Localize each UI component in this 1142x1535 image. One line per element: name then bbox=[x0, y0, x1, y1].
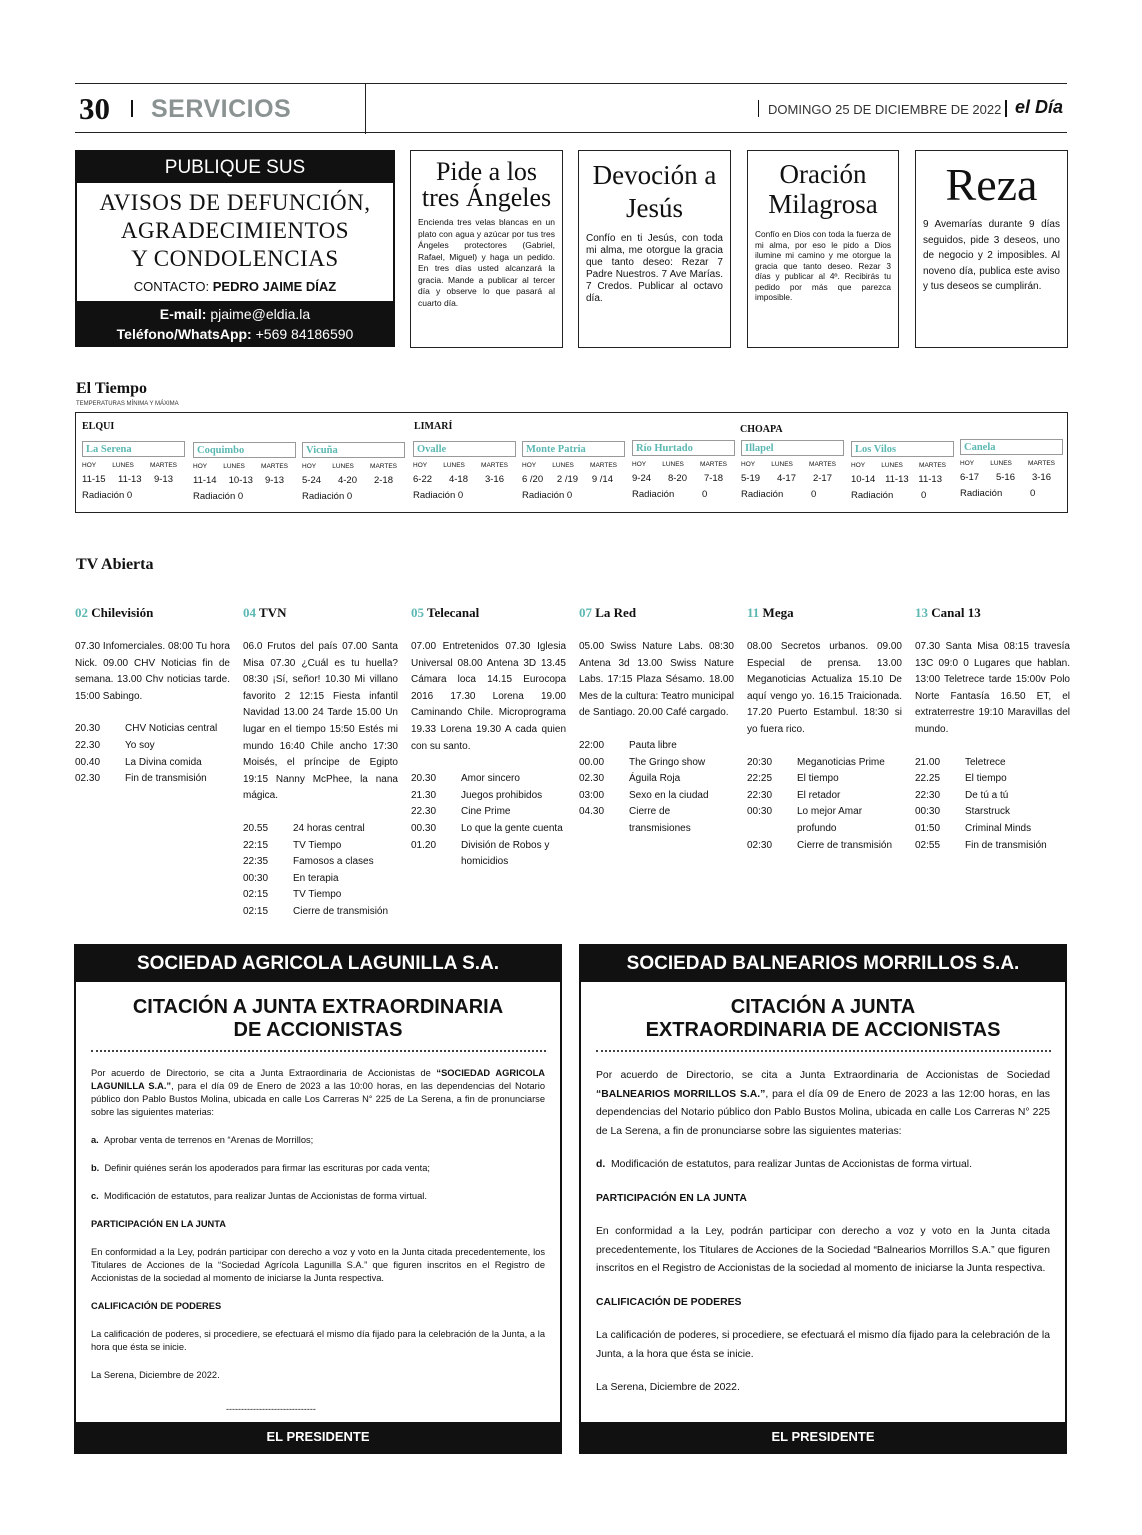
email-label: E-mail: bbox=[159, 306, 207, 322]
newspaper-logo: el Día bbox=[1015, 97, 1064, 117]
publish-title-line: AGRADECIMIENTOS bbox=[120, 218, 350, 243]
tv-channel bbox=[411, 605, 566, 871]
schedule-row: 22.30 Cine Prime bbox=[411, 806, 511, 818]
radiation-value: Radiación 0 bbox=[632, 489, 708, 500]
publish-title bbox=[77, 189, 393, 273]
schedule-row: 21.30 Juegos prohibidos bbox=[411, 789, 543, 801]
radiation-value: Radiación 0 bbox=[522, 490, 573, 501]
tv-title: TV Abierta bbox=[76, 556, 154, 573]
schedule-row: 02.30 Águila Roja bbox=[579, 773, 681, 785]
schedule-row: 21.00 Teletrece bbox=[915, 756, 1006, 768]
notice-paragraph: En conformidad a la Ley, podrán participar con derecho a voz y voto en la Junta citada precedentemente, los Titulares de Acciones de la Sociedad “Balnearios Morrillos S.A.” que figuren inscritos en el Registro de Accionistas de la sociedad al momento de iniciarse la Junta respectiva. bbox=[596, 1226, 1050, 1274]
schedule-row: 01.20 División de Robos y homicidios bbox=[411, 839, 550, 868]
radiation-value: Radiación 0 bbox=[193, 491, 244, 502]
notice-paragraph: Por acuerdo de Directorio, se cita a Junta Extraordinaria de Accionistas de “SOCIEDAD AGRICOLA LAGUNILLA S.A.”, para el día 09 de Enero de 2023 a las 10:00 horas, en las dependencias del Notario público don Pablo Bustos Molina, ubicada en calle Los Carreras N° 225 de La Serena, a fin de pronunciarse sobre las siguientes materias: bbox=[91, 1068, 545, 1117]
schedule-row: 22:30 De tú a tú bbox=[915, 789, 1009, 801]
channel-daytime-schedule: 05.00 Swiss Nature Labs. 08:30 Antena 3d 13.00 Swiss Nature Labs. 17:15 Plaza Sésamo. 18.00 Mes de la cultura: Teatro municipal de Santiago. 20.00 Café cargado. bbox=[579, 641, 734, 719]
channel-daytime-schedule: 07.00 Entretenidos 07.30 Iglesia Universal 08.00 Antena 3D 13.45 Cámara loca 14.15 Eurocopa 2016 17.30 Lorena 19.00 Caminando Chile. Microprograma 19.33 Lorena 19.30 A cada quien con su santo. bbox=[411, 641, 566, 752]
weather-city bbox=[741, 440, 844, 500]
channel-name: 13 Canal 13 bbox=[915, 605, 981, 620]
notice-paragraph: Por acuerdo de Directorio, se cita a Junta Extraordinaria de Accionistas de Sociedad “BALNEARIOS MORRILLOS S.A.”, para el día 09 de Enero de 2023 a las 12:00 horas, en las dependencias del Notario público don Pablo Bustos Molina, ubicada en calle Los Carreras N° 225 de La Serena, a fin de pronunciarse sobre las siguientes materias: bbox=[596, 1070, 1050, 1137]
notice-title-line: EXTRAORDINARIA DE ACCIONISTAS bbox=[645, 1019, 1001, 1041]
notice-title-line: CITACIÓN A JUNTA EXTRAORDINARIA bbox=[132, 996, 504, 1018]
schedule-row: 00:30 En terapia bbox=[243, 872, 339, 884]
day-labels: HOY LUNES MARTES bbox=[413, 462, 508, 469]
radiation-value: Radiación 0 bbox=[413, 490, 464, 501]
weather-city bbox=[960, 439, 1063, 499]
publish-heading: PUBLIQUE SUS bbox=[77, 152, 393, 183]
temperature-values: 6-22 4-18 3-16 bbox=[413, 474, 504, 485]
channel-evening-schedule bbox=[747, 755, 902, 855]
prayer-ad bbox=[410, 150, 563, 348]
prayer-body: 9 Avemarías durante 9 días seguidos, pide 3 deseos, uno de negocio y 2 imposibles. Al noveno día, publica este aviso y tus deseos se cumplirán. bbox=[923, 219, 1060, 292]
prayer-body: Confío en Dios con toda la fuerza de mi alma, por eso le pido a Dios ilumine mi camino y me otorgue la gracia que tanto deseo. Rezar 3 días y publicar al 4º. Recibirás tu pedido por más que parezca imposible. bbox=[755, 229, 891, 302]
weather-city bbox=[193, 442, 296, 502]
schedule-row: 00:30 Lo mejor Amar profundo bbox=[747, 806, 863, 834]
schedule-row: 01:50 Criminal Minds bbox=[915, 822, 1032, 834]
day-labels: HOY LUNES MARTES bbox=[960, 460, 1055, 467]
notice-company: SOCIEDAD BALNEARIOS MORRILLOS S.A. bbox=[581, 946, 1065, 982]
header-divider bbox=[365, 84, 366, 134]
email-link[interactable]: pjaime@eldia.la bbox=[210, 306, 311, 322]
schedule-row: 02:15 Cierre de transmisión bbox=[243, 905, 389, 917]
schedule-row: 02:15 TV Tiempo bbox=[243, 889, 342, 901]
channel-name: 07 La Red bbox=[579, 605, 637, 620]
dotted-divider bbox=[596, 1050, 1051, 1052]
notice-place-date: La Serena, Diciembre de 2022. bbox=[91, 1370, 220, 1380]
header-divider bbox=[1005, 100, 1007, 117]
temperature-values: 6 /20 2 /19 9 /14 bbox=[522, 474, 613, 485]
weather-city bbox=[522, 441, 625, 501]
channel-daytime-schedule: 08.00 Secretos urbanos. 09.00 Especial de prensa. 13.00 Meganoticias Actualiza 15.10 De aquí vengo yo. 16.15 Traicionada. 17.20 Puerto Estambul. 18:30 si yo fuera rico. bbox=[747, 641, 902, 735]
city-name: La Serena bbox=[82, 441, 185, 457]
channel-daytime-schedule: 06.0 Frutos del país 07.00 Santa Misa 07.30 ¿Cuál es tu huella? 08:30 ¡Sí, señor! 10.30 Mi villano favorito 2 12:15 Fiesta infantil Navidad 13.00 24 Tarde 15.00 Un lugar en el tiempo 15:50 Estés mi mundo 16:40 Chile ancho 17:30 Moisés, el príncipe de Egipto 19:15 Nanny McPhee, la nana mágica. bbox=[243, 641, 398, 802]
prayer-title: Devoción a Jesús bbox=[592, 160, 717, 223]
schedule-row: 22:00 Pauta libre bbox=[579, 739, 677, 751]
channel-daytime-schedule: 07.30 Infomerciales. 08:00 Tu hora Nick. 09.00 CHV Noticias fin de semana. 13.00 Chv noticias tarde. 15:00 Sabingo. bbox=[75, 641, 230, 702]
contact-label: CONTACTO: bbox=[133, 279, 210, 294]
temperature-values: 5-19 4-17 2-17 bbox=[741, 473, 832, 484]
weather-city bbox=[413, 441, 516, 501]
schedule-row: 00.40 La Divina comida bbox=[75, 756, 202, 768]
notice-heading: CALIFICACIÓN DE PODERES bbox=[91, 1301, 222, 1311]
radiation-value: Radiación 0 bbox=[82, 490, 133, 501]
schedule-row: 00.30 Lo que la gente cuenta bbox=[411, 822, 563, 834]
notice-title bbox=[76, 996, 560, 1042]
prayer-title: Pide a los tres Ángeles bbox=[421, 157, 552, 212]
schedule-row: 22.25 El tiempo bbox=[915, 773, 1007, 785]
day-labels: HOY LUNES MARTES bbox=[522, 462, 617, 469]
prayer-ad bbox=[915, 150, 1068, 348]
temperature-values: 11-14 10-13 9-13 bbox=[193, 475, 284, 486]
channel-name: 05 Telecanal bbox=[411, 605, 480, 620]
tv-channel bbox=[747, 605, 902, 854]
channel-evening-schedule bbox=[243, 821, 398, 921]
temperature-values: 5-24 4-20 2-18 bbox=[302, 475, 393, 486]
schedule-row: 02:30 Cierre de transmisión bbox=[747, 839, 893, 851]
day-labels: HOY LUNES MARTES bbox=[741, 461, 836, 468]
schedule-row: 00:30 Starstruck bbox=[915, 806, 1011, 818]
notice-signatory: EL PRESIDENTE bbox=[581, 1422, 1065, 1452]
weather-city bbox=[302, 442, 405, 502]
tv-channel bbox=[915, 605, 1070, 854]
city-name: Monte Patria bbox=[522, 441, 625, 457]
notice-paragraph: La calificación de poderes, si procediere, se efectuará el mismo día fijado para la celebración de la Junta, a la hora que ésta se inicie. bbox=[596, 1330, 1050, 1360]
notice-heading: CALIFICACIÓN DE PODERES bbox=[596, 1296, 742, 1308]
region-label: ELQUI bbox=[82, 421, 115, 432]
publish-title-line: Y CONDOLENCIAS bbox=[131, 246, 339, 271]
notice-body bbox=[76, 1067, 560, 1382]
city-name: Canela bbox=[960, 439, 1063, 455]
section-title: SERVICIOS bbox=[151, 95, 292, 123]
notice-paragraph: En conformidad a la Ley, podrán participar con derecho a voz y voto en la Junta citada precedentemente, los Titulares de Acciones de la “Sociedad Agrícola Lagunilla S.A.” que figuren inscritos en el Registro de Accionistas de la sociedad al momento de iniciarse la Junta respectiva. bbox=[91, 1247, 545, 1283]
schedule-row: 04.30 Cierre de transmisiones bbox=[579, 806, 691, 834]
schedule-row: 03:00 Sexo en la ciudad bbox=[579, 789, 709, 801]
prayer-title: Reza bbox=[945, 159, 1038, 210]
phone-label: Teléfono/WhatsApp: bbox=[116, 326, 252, 342]
phone-number[interactable]: +569 84186590 bbox=[255, 326, 354, 342]
temperature-values: 6-17 5-16 3-16 bbox=[960, 472, 1051, 483]
prayer-body: Encienda tres velas blancas en un plato con agua y azúcar por tus tres Ángeles protectores (Gabriel, Rafael, Miguel) y haga un pedido. En tres días usted alcanzará la gracia. Mande a publicar al tercer día y observe lo que pasará al cuarto día. bbox=[418, 217, 555, 308]
notice-heading: PARTICIPACIÓN EN LA JUNTA bbox=[596, 1192, 747, 1204]
channel-evening-schedule bbox=[579, 738, 734, 838]
signature-line: ------------------------------ bbox=[226, 1404, 316, 1414]
city-name: Ovalle bbox=[413, 441, 516, 457]
prayer-body: Confío en ti Jesús, con toda mi alma, me otorgue la gracia que tanto deseo: Rezar 7 Padre Nuestros. 7 Ave Marías. 7 Credos. Publicar al octavo día. bbox=[586, 233, 723, 304]
temperature-values: 9-24 8-20 7-18 bbox=[632, 473, 723, 484]
notice-company: SOCIEDAD AGRICOLA LAGUNILLA S.A. bbox=[76, 946, 560, 982]
schedule-row: 22.30 Yo soy bbox=[75, 739, 155, 751]
weather-title: El Tiempo bbox=[76, 380, 147, 397]
notice-item: b. Definir quiénes serán los apoderados para firmar las escrituras por cada venta; bbox=[91, 1163, 430, 1173]
prayer-title: Oración Milagrosa bbox=[768, 159, 878, 219]
channel-name: 02 Chilevisión bbox=[75, 605, 154, 620]
channel-evening-schedule bbox=[915, 755, 1070, 855]
notice-body bbox=[581, 1067, 1065, 1398]
notice-title bbox=[581, 996, 1065, 1042]
weather-subtitle: TEMPERATURAS MÍNIMA Y MÁXIMA bbox=[76, 401, 179, 407]
tv-channel bbox=[75, 605, 230, 788]
notice-title-line: DE ACCIONISTAS bbox=[233, 1019, 403, 1041]
schedule-row: 20.55 24 horas central bbox=[243, 822, 365, 834]
radiation-value: Radiación 0 bbox=[741, 489, 817, 500]
temperature-values: 11-15 11-13 9-13 bbox=[82, 474, 173, 485]
publish-title-line: AVISOS DE DEFUNCIÓN, bbox=[99, 190, 371, 215]
header-divider bbox=[131, 100, 133, 117]
page-header bbox=[75, 83, 1067, 133]
schedule-row: 22:35 Famosos a clases bbox=[243, 856, 374, 868]
weather-table bbox=[75, 412, 1068, 513]
page-number: 30 bbox=[79, 91, 110, 126]
schedule-row: 20.30 Amor sincero bbox=[411, 773, 520, 785]
day-labels: HOY LUNES MARTES bbox=[193, 463, 288, 470]
region-label: LIMARÍ bbox=[414, 421, 453, 432]
day-labels: HOY LUNES MARTES bbox=[851, 462, 946, 469]
notice-place-date: La Serena, Diciembre de 2022. bbox=[596, 1382, 740, 1393]
notice-title-line: CITACIÓN A JUNTA bbox=[730, 996, 916, 1018]
temperature-values: 10-14 11-13 11-13 bbox=[851, 474, 942, 485]
notice-item: d. Modificación de estatutos, para realizar Juntas de Accionistas de forma virtual. bbox=[596, 1159, 972, 1170]
channel-name: 04 TVN bbox=[243, 605, 287, 620]
channel-evening-schedule bbox=[411, 771, 566, 871]
radiation-value: Radiación 0 bbox=[302, 491, 353, 502]
tv-channel bbox=[579, 605, 734, 838]
publish-footer bbox=[77, 301, 393, 345]
prayer-ad bbox=[578, 150, 731, 348]
region-label: CHOAPA bbox=[740, 424, 783, 435]
radiation-value: Radiación 0 bbox=[960, 488, 1036, 499]
prayer-ad bbox=[747, 150, 899, 348]
city-name: Los Vilos bbox=[851, 441, 954, 457]
channel-name: 11 Mega bbox=[747, 605, 794, 620]
schedule-row: 00.00 The Gringo show bbox=[579, 756, 706, 768]
channel-daytime-schedule: 07.30 Santa Misa 08:15 travesía 13C 09:0 0 Lugares que hablan. 13:00 Teletrece tarde 15:00v Polo Norte Fantasía 16.50 ET, el extraterrestre 19:10 Maravillas del mundo. bbox=[915, 641, 1070, 735]
schedule-row: 22:25 El tiempo bbox=[747, 773, 839, 785]
contact-name: PEDRO JAIME DÍAZ bbox=[212, 279, 337, 294]
city-name: Vicuña bbox=[302, 442, 405, 458]
schedule-row: 20:30 Meganoticias Prime bbox=[747, 756, 885, 768]
city-name: Coquimbo bbox=[193, 442, 296, 458]
radiation-value: Radiación 0 bbox=[851, 490, 927, 501]
tv-channel bbox=[243, 605, 398, 921]
notice-heading: PARTICIPACIÓN EN LA JUNTA bbox=[91, 1219, 226, 1229]
day-labels: HOY LUNES MARTES bbox=[302, 463, 397, 470]
schedule-row: 02:55 Fin de transmisión bbox=[915, 839, 1047, 851]
publish-contact bbox=[77, 279, 393, 294]
day-labels: HOY LUNES MARTES bbox=[82, 462, 177, 469]
publish-notices-ad bbox=[75, 150, 395, 347]
schedule-row: 20.30 CHV Noticias central bbox=[75, 723, 218, 735]
weather-city bbox=[851, 441, 954, 501]
dotted-divider bbox=[91, 1050, 546, 1052]
notice-item: c. Modificación de estatutos, para realizar Juntas de Accionistas de forma virtual. bbox=[91, 1191, 427, 1201]
header-divider bbox=[758, 100, 759, 117]
notice-signatory: EL PRESIDENTE bbox=[76, 1422, 560, 1452]
channel-evening-schedule bbox=[75, 721, 230, 787]
schedule-row: 22:15 TV Tiempo bbox=[243, 839, 342, 851]
weather-city bbox=[632, 440, 735, 500]
shareholder-notice bbox=[74, 944, 562, 1454]
shareholder-notice bbox=[579, 944, 1067, 1454]
schedule-row: 02.30 Fin de transmisión bbox=[75, 773, 207, 785]
city-name: Río Hurtado bbox=[632, 440, 735, 456]
issue-date: DOMINGO 25 DE DICIEMBRE DE 2022 bbox=[768, 102, 1002, 117]
day-labels: HOY LUNES MARTES bbox=[632, 461, 727, 468]
notice-paragraph: La calificación de poderes, si procediere, se efectuará el mismo día fijado para la celebración de la Junta, a la hora que ésta se inicie. bbox=[91, 1329, 545, 1352]
city-name: Illapel bbox=[741, 440, 844, 456]
notice-item: a. Aprobar venta de terrenos en “Arenas de Morrillos; bbox=[91, 1135, 314, 1145]
weather-city bbox=[82, 441, 185, 501]
schedule-row: 22:30 El retador bbox=[747, 789, 841, 801]
